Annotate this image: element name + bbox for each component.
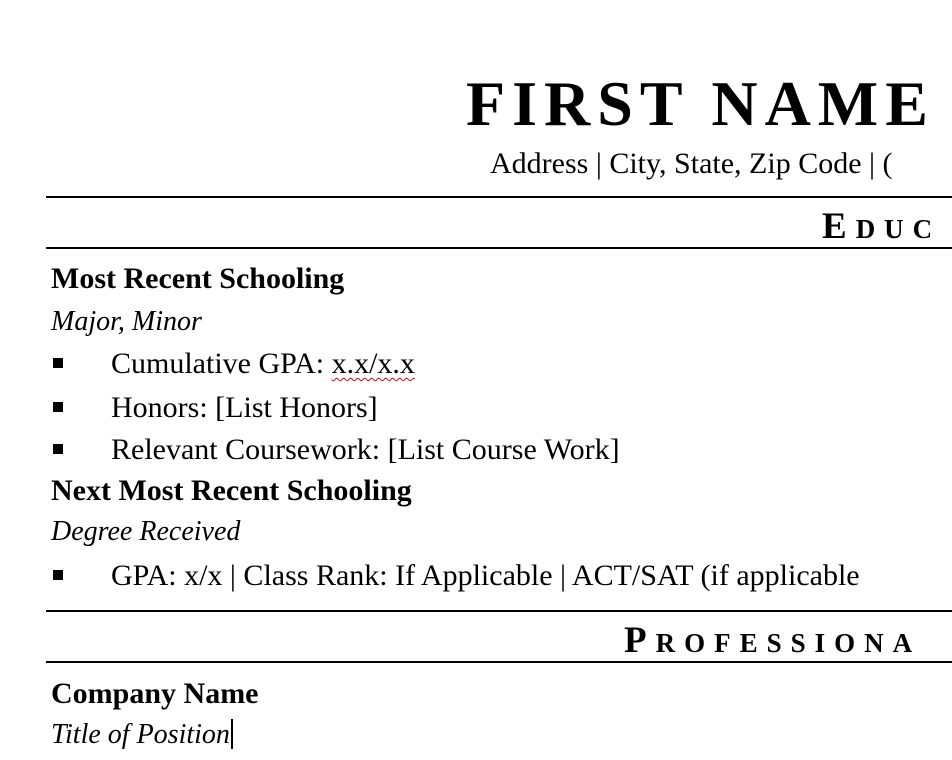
education-divider-bottom [46,247,952,249]
gpa-rank-text: GPA: x/x | Class Rank: If Applicable | ACT/SAT (if applicable [111,559,860,592]
honors-text: Honors: [List Honors] [111,391,378,424]
contact-line: Address | City, State, Zip Code | ( [490,147,893,180]
bullet-icon [53,358,63,368]
company-name: Company Name [51,677,259,710]
applicant-name: FIRST NAME [466,68,935,139]
gpa-label: Cumulative GPA: [111,347,332,380]
bullet-icon [53,444,63,454]
section-title-professional-rest: ROFESSIONA [655,628,922,658]
bullet-icon [53,570,63,580]
school-major-1: Major, Minor [51,306,202,337]
section-title-education [822,208,941,245]
school-name-2: Next Most Recent Schooling [51,474,412,507]
section-title-professional-initial: P [624,620,656,661]
text-cursor [231,719,233,749]
professional-divider-bottom [46,661,952,663]
section-title-education-initial: E [822,206,856,247]
position-title[interactable] [51,719,233,749]
school-name-1: Most Recent Schooling [51,262,345,295]
school-degree-2: Degree Received [51,516,241,547]
section-title-education-rest: DUC [855,214,942,244]
professional-divider-top [46,610,952,612]
coursework-text: Relevant Coursework: [List Course Work] [111,433,620,466]
gpa-value: x.x/x.x [331,347,415,380]
position-title-text: Title of Position [51,719,230,750]
header-divider-top [46,196,952,198]
section-title-professional [624,622,921,659]
bullet-icon [53,402,63,412]
